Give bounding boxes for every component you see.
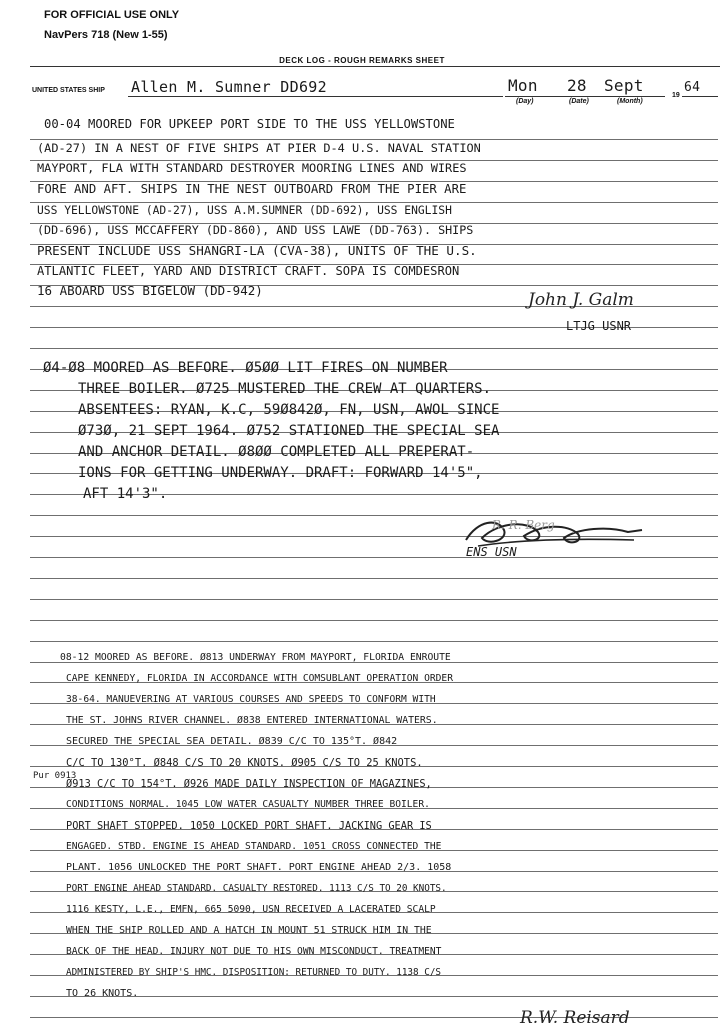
watch3-line: ADMINISTERED BY SHIP'S HMC. DISPOSITION: RETURNED TO DUTY. 1138 C/S — [66, 967, 442, 978]
month-caption: (Month) — [617, 98, 643, 105]
ruled-line — [30, 202, 718, 203]
watch1-signature: John J. Galm — [528, 290, 634, 310]
ruled-line — [30, 599, 718, 600]
watch3-line: CONDITIONS NORMAL. 1045 LOW WATER CASUALTY NUMBER THREE BOILER. — [66, 799, 430, 810]
date-underline — [505, 96, 665, 97]
watch3-line: ENGAGED. STBD. ENGINE IS AHEAD STANDARD. 1051 CROSS CONNECTED THE — [66, 841, 442, 852]
watch2-line: AND ANCHOR DETAIL. Ø8ØØ COMPLETED ALL PREPERAT- — [78, 444, 475, 460]
year-underline — [682, 96, 718, 97]
watch3-line: SECURED THE SPECIAL SEA DETAIL. Ø839 C/C TO 135°T. Ø842 — [66, 736, 398, 747]
watch3-line: BACK OF THE HEAD. INJURY NOT DUE TO HIS OWN MISCONDUCT. TREATMENT — [66, 946, 442, 957]
log-day: Mon — [508, 76, 538, 95]
watch1-line: 00-04 MOORED FOR UPKEEP PORT SIDE TO THE USS YELLOWSTONE — [44, 117, 455, 131]
watch3-line: 38-64. MANUEVERING AT VARIOUS COURSES AND SPEEDS TO CONFORM WITH — [66, 694, 436, 705]
watch3-line: C/C TO 130°T. Ø848 C/S TO 20 KNOTS. Ø905 C/S TO 25 KNOTS. — [66, 757, 423, 769]
watch2-rank: ENS USN — [466, 545, 517, 559]
official-use-label: FOR OFFICIAL USE ONLY — [44, 9, 180, 21]
watch1-line: FORE AND AFT. SHIPS IN THE NEST OUTBOARD FROM THE PIER ARE — [37, 182, 467, 196]
watch2-line: Ø73Ø, 21 SEPT 1964. Ø752 STATIONED THE SPECIAL SEA — [78, 423, 500, 439]
watch1-line: (AD-27) IN A NEST OF FIVE SHIPS AT PIER D-4 U.S. NAVAL STATION — [37, 141, 481, 155]
watch2-line: ABSENTEES: RYAN, K.C, 59Ø842Ø, FN, USN, AWOL SINCE — [78, 402, 500, 418]
watch3-line: 1116 KESTY, L.E., EMFN, 665 5090, USN RECEIVED A LACERATED SCALP — [66, 904, 436, 915]
watch1-line: 16 ABOARD USS BIGELOW (DD-942) — [37, 283, 263, 298]
log-year: 64 — [684, 80, 701, 95]
watch3-line: TO 26 KNOTS. — [66, 988, 139, 999]
watch1-line: USS YELLOWSTONE (AD-27), USS A.M.SUMNER (DD-692), USS ENGLISH — [37, 204, 452, 217]
ruled-line — [30, 139, 718, 140]
year-prefix: 19 — [672, 92, 680, 99]
log-month: Sept — [604, 76, 644, 95]
ruled-line — [30, 348, 718, 349]
ship-label: UNITED STATES SHIP — [32, 87, 105, 94]
watch1-line: PRESENT INCLUDE USS SHANGRI-LA (CVA-38), UNITS OF THE U.S. — [37, 243, 477, 258]
header-divider — [30, 66, 720, 67]
watch2-line: IONS FOR GETTING UNDERWAY. DRAFT: FORWARD 14'5", — [78, 465, 483, 481]
ship-name: Allen M. Sumner DD692 — [131, 78, 327, 96]
watch3-line: 08-12 MOORED AS BEFORE. Ø813 UNDERWAY FROM MAYPORT, FLORIDA ENROUTE — [60, 652, 451, 663]
watch3-line: WHEN THE SHIP ROLLED AND A HATCH IN MOUNT 51 STRUCK HIM IN THE — [66, 925, 432, 936]
watch3-line: Ø913 C/C TO 154°T. Ø926 MADE DAILY INSPECTION OF MAGAZINES, — [66, 778, 432, 790]
watch2-line: THREE BOILER. Ø725 MUSTERED THE CREW AT QUARTERS. — [78, 381, 492, 397]
watch3-line: CAPE KENNEDY, FLORIDA IN ACCORDANCE WITH COMSUBLANT OPERATION ORDER — [66, 673, 453, 684]
watch3-line: PLANT. 1056 UNLOCKED THE PORT SHAFT. PORT ENGINE AHEAD 2/3. 1058 — [66, 862, 452, 873]
day-caption: (Day) — [516, 98, 534, 105]
watch2-line: Ø4-Ø8 MOORED AS BEFORE. Ø5ØØ LIT FIRES ON NUMBER — [43, 360, 448, 376]
watch3-line: THE ST. JOHNS RIVER CHANNEL. Ø838 ENTERED INTERNATIONAL WATERS. — [66, 715, 438, 726]
sheet-title: DECK LOG - ROUGH REMARKS SHEET — [279, 56, 445, 65]
watch3-line: PORT SHAFT STOPPED. 1050 LOCKED PORT SHAFT. JACKING GEAR IS — [66, 820, 432, 832]
watch3-line: PORT ENGINE AHEAD STANDARD. CASUALTY RESTORED. 1113 C/S TO 20 KNOTS. — [66, 883, 447, 894]
ruled-line — [30, 620, 718, 621]
watch1-line: (DD-696), USS MCCAFFERY (DD-860), AND USS LAWE (DD-763). SHIPS — [37, 223, 474, 237]
ruled-line — [30, 557, 718, 558]
ship-name-underline — [128, 96, 503, 97]
watch1-line: MAYPORT, FLA WITH STANDARD DESTROYER MOORING LINES AND WIRES — [37, 161, 467, 175]
log-date: 28 — [567, 76, 587, 95]
watch1-rank: LTJG USNR — [566, 319, 632, 333]
ruled-line — [30, 641, 718, 642]
date-caption: (Date) — [569, 98, 589, 105]
watch3-signature: R.W. Reisard — [520, 1008, 630, 1028]
watch2-line: AFT 14'3". — [83, 486, 168, 502]
form-number: NavPers 718 (New 1-55) — [44, 29, 168, 41]
watch2-signature: R. R. Berg — [492, 518, 555, 532]
ruled-line — [30, 578, 718, 579]
watch1-line: ATLANTIC FLEET, YARD AND DISTRICT CRAFT. SOPA IS COMDESRON — [37, 264, 460, 278]
watch3-margin-correction: Pur 0913 — [33, 771, 77, 781]
